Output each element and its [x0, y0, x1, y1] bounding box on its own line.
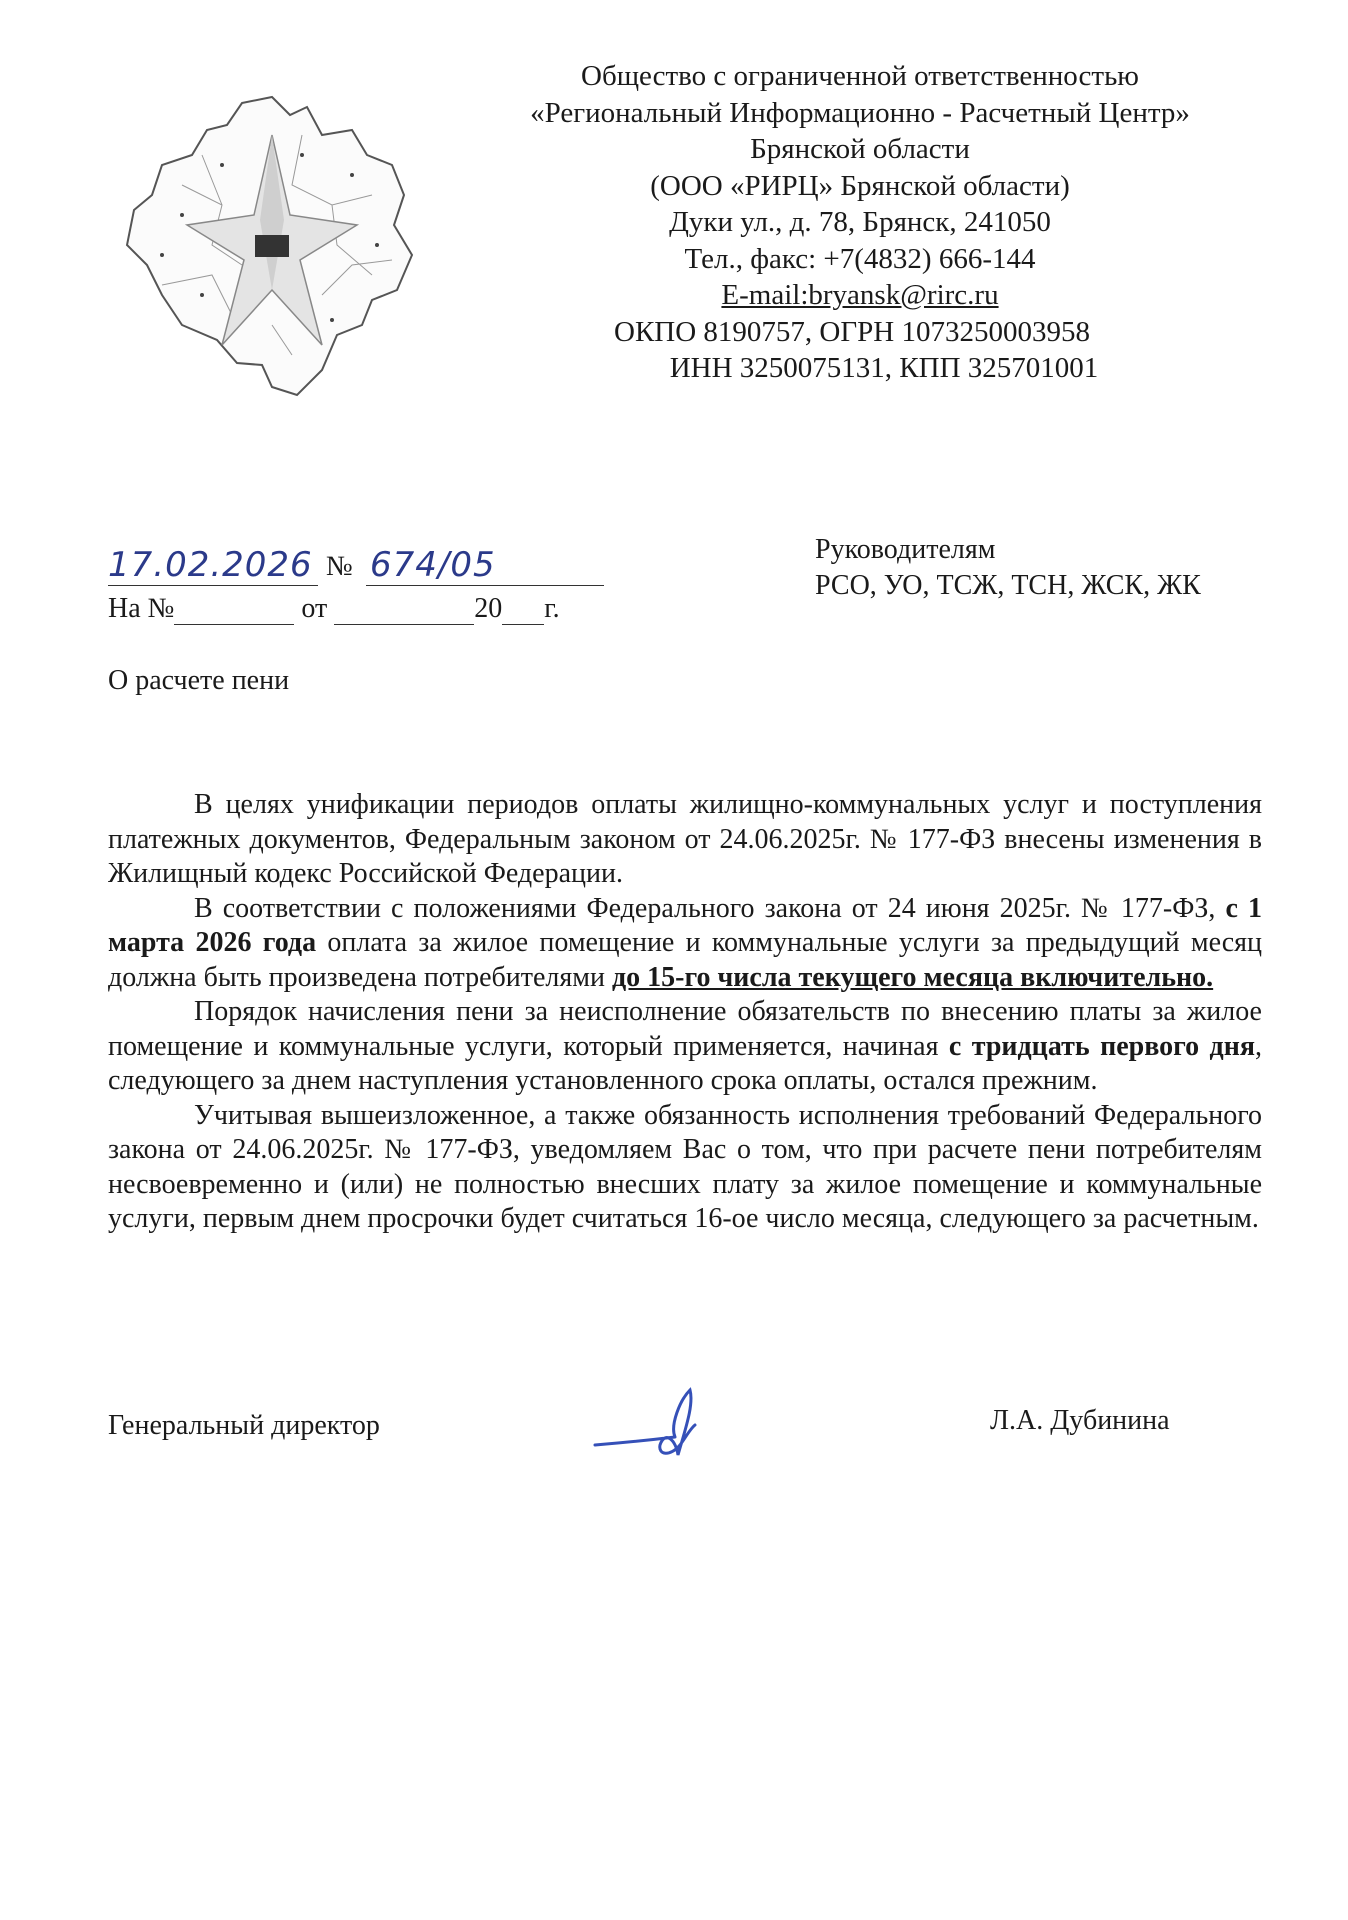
- org-inn: ИНН 3250075131, КПП 325701001: [669, 352, 1099, 384]
- paragraph-4: Учитывая вышеизложенное, а также обязанность исполнения требований Федерального закона от 24.06.2025г. № 177-ФЗ, уведомляем Вас о том, что при расчете пени потребителям несвоевременно и (или) не полностью внесших плату за жилое помещение и коммунальные услуги, первым днем просрочки будет считаться 16-ое число месяца, следующего за расчетным.: [108, 1099, 1262, 1234]
- ref-from: от: [301, 593, 328, 624]
- handwritten-date: 17.02.2026: [108, 545, 313, 585]
- date-underline: [108, 585, 318, 586]
- org-address: Дуки ул., д. 78, Брянск, 241050: [669, 206, 1051, 238]
- letter-subject: О расчете пени: [108, 665, 290, 696]
- paragraph-3-text-b: , следующего за днем наступления установленного срока оплаты, остался прежним.: [108, 1030, 1263, 1096]
- paragraph-2-text-a: В соответствии с положениями Федерального закона от 24 июня 2025г. № 177-ФЗ,: [194, 892, 1226, 924]
- ref-prefix: На №: [108, 593, 175, 624]
- ref-year-suffix: г.: [544, 593, 560, 624]
- paragraph-3-day-bold: с тридцать первого дня: [948, 1030, 1256, 1062]
- rirc-logo-icon: [122, 95, 422, 400]
- reference-row: [108, 593, 560, 625]
- paragraph-2-text-b: оплата за жилое помещение и коммунальные услуги за предыдущий месяц должна быть произведена потребителями: [108, 927, 1262, 993]
- paragraph-2-deadline: до 15-го числа текущего месяца включительно.: [611, 961, 1214, 993]
- org-region: Брянской области: [750, 133, 970, 165]
- handwritten-signature-icon: [590, 1385, 720, 1465]
- paragraph-3: [108, 995, 1262, 1099]
- number-sign: №: [326, 551, 353, 582]
- paragraph-2: [108, 892, 1262, 996]
- ref-number-blank: [174, 596, 294, 625]
- recipient-block: [815, 532, 1201, 604]
- recipient-title: Руководителям: [815, 534, 996, 565]
- ref-year-prefix: 20: [474, 593, 503, 624]
- ref-date-blank: [334, 596, 474, 625]
- org-okpo: ОКПО 8190757, ОГРН 1073250003958: [614, 315, 1090, 348]
- ref-year-blank: [502, 596, 544, 625]
- org-name-line: Общество с ограниченной ответственностью: [581, 60, 1139, 92]
- org-short-name: (ООО «РИРЦ» Брянской области): [650, 169, 1070, 202]
- org-full-name: «Региональный Информационно - Расчетный Центр»: [530, 96, 1190, 129]
- signatory-name: Л.А. Дубинина: [990, 1405, 1170, 1436]
- number-underline: [366, 585, 604, 586]
- organization-header: [430, 58, 1290, 387]
- paragraph-3-text-a: Порядок начисления пени за неисполнение обязательств по внесению платы за жилое помещение и коммунальные услуги, который применяется, начиная: [108, 996, 1262, 1062]
- signatory-title: Генеральный директор: [108, 1410, 380, 1441]
- recipient-list: РСО, УО, ТСЖ, ТСН, ЖСК, ЖК: [815, 570, 1201, 601]
- org-email: E-mail:bryansk@rirc.ru: [721, 279, 999, 311]
- date-number-row: [108, 545, 608, 591]
- org-phone: Тел., факс: +7(4832) 666-144: [684, 242, 1036, 275]
- paragraph-1: В целях унификации периодов оплаты жилищно-коммунальных услуг и поступления платежных документов, Федеральным законом от 24.06.2025г. № 177-ФЗ внесены изменения в Жилищный кодекс Российской Федерации.: [108, 789, 1262, 889]
- paragraph-2-date-bold: с 1 марта 2026 года: [108, 892, 1262, 958]
- letter-body: [108, 788, 1262, 1237]
- handwritten-number: 674/05: [370, 545, 496, 585]
